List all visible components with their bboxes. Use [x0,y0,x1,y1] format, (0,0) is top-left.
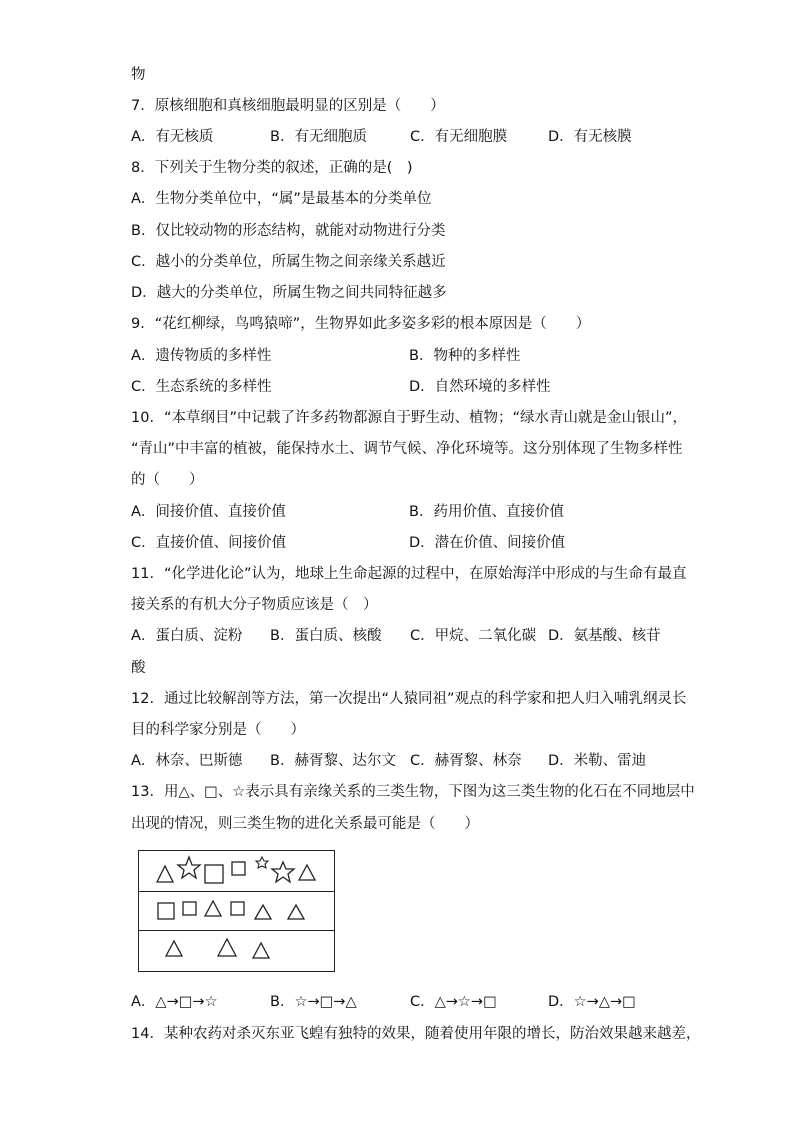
q13-option-d: D．☆→△→□ [548,994,636,1010]
q10-option-b: B．药用价值、直接价值 [409,504,564,520]
stratum-middle-fossils [139,892,334,930]
stratum-top-fossils [139,851,334,891]
q8-option-b: B．仅比较动物的形态结构，就能对动物进行分类 [131,223,446,239]
stratum-top [139,851,334,891]
q9-option-a: A．遗传物质的多样性 [131,348,272,364]
q10-option-d: D．潜在价值、间接价值 [409,535,566,551]
stratum-middle [139,891,334,931]
q11-option-c: C．甲烷、二氧化碳 [410,628,537,644]
q13-option-c: C．△→☆→□ [410,994,497,1010]
fossil-triangle [218,939,236,956]
fossil-triangle [253,943,269,958]
fossil-square [158,903,174,919]
fossil-strata-figure [138,850,335,972]
fossil-square [232,862,245,875]
q7-option-c: C．有无细胞膜 [410,129,508,145]
fossil-square [231,902,244,915]
fossil-triangle [299,865,315,880]
q9-option-b: B．物种的多样性 [409,348,521,364]
q9-option-c: C．生态系统的多样性 [131,379,272,395]
fossil-star [256,857,268,868]
q8-option-c: C．越小的分类单位，所属生物之间亲缘关系越近 [131,254,446,270]
fossil-star [178,857,200,878]
question-11-line-2: 接关系的有机大分子物质应该是（ ） [131,597,378,613]
question-10-line-3: 的（ ） [131,472,204,488]
q10-option-c: C．直接价值、间接价值 [131,535,287,551]
question-10-line-2: “青山”中丰富的植被，能保持水土、调节气候、净化环境等。这分别体现了生物多样性 [131,441,683,457]
question-8: 8．下列关于生物分类的叙述，正确的是( ) [131,160,413,176]
q7-option-b: B．有无细胞质 [270,129,367,145]
q10-option-a: A．间接价值、直接价值 [131,504,286,520]
question-13-line-1: 13．用△、□、☆表示具有亲缘关系的三类生物，下图为这三类生物的化石在不同地层中 [131,784,695,800]
q11-option-d: D．氨基酸、核苷 [548,628,661,644]
fossil-triangle [166,941,182,956]
question-7: 7．原核细胞和真核细胞最明显的区别是（ ） [131,98,445,114]
question-9: 9．“花红柳绿，鸟鸣猿啼”，生物界如此多姿多彩的根本原因是（ ） [131,316,591,332]
fossil-star [272,862,294,882]
fossil-square [205,865,223,883]
question-12-line-2: 目的科学家分别是（ ） [131,722,305,738]
q12-option-d: D．米勒、雷迪 [548,753,647,769]
q8-option-a: A．生物分类单位中，“属”是最基本的分类单位 [131,191,432,207]
q11-option-a: A．蛋白质、淀粉 [131,628,243,644]
fossil-triangle [288,905,304,919]
q9-option-d: D．自然环境的多样性 [409,379,551,395]
fossil-triangle [157,866,173,882]
stratum-bottom [139,931,334,971]
fossil-triangle [255,905,271,919]
q13-option-b: B．☆→□→△ [270,994,357,1010]
q11-option-d-wrap: 酸 [131,660,146,676]
q12-option-c: C．赫胥黎、林奈 [410,753,522,769]
text-line: 物 [131,67,146,83]
q12-option-a: A．林奈、巴斯德 [131,753,243,769]
question-12-line-1: 12．通过比较解剖等方法，第一次提出“人猿同祖”观点的科学家和把人归入哺乳纲灵长 [131,691,687,707]
fossil-triangle [205,901,221,916]
q7-option-d: D．有无核膜 [548,129,632,145]
question-11-line-1: 11．“化学进化论”认为，地球上生命起源的过程中，在原始海洋中形成的与生命有最直 [131,566,687,582]
question-13-line-2: 出现的情况，则三类生物的进化关系最可能是（ ） [131,816,479,832]
stratum-bottom-fossils [139,931,334,971]
q11-option-b: B．蛋白质、核酸 [270,628,382,644]
q8-option-d: D．越大的分类单位，所属生物之间共同特征越多 [131,285,447,301]
question-14: 14．某种农药对杀灭东亚飞蝗有独特的效果，随着使用年限的增长，防治效果越来越差， [131,1026,701,1042]
question-10-line-1: 10．“本草纲目”中记载了许多药物都源自于野生动、植物；“绿水青山就是金山银山”， [131,410,687,426]
q12-option-b: B．赫胥黎、达尔文 [270,753,396,769]
fossil-square [183,902,196,915]
q7-option-a: A．有无核质 [131,129,214,145]
q13-option-a: A．△→□→☆ [131,994,218,1010]
